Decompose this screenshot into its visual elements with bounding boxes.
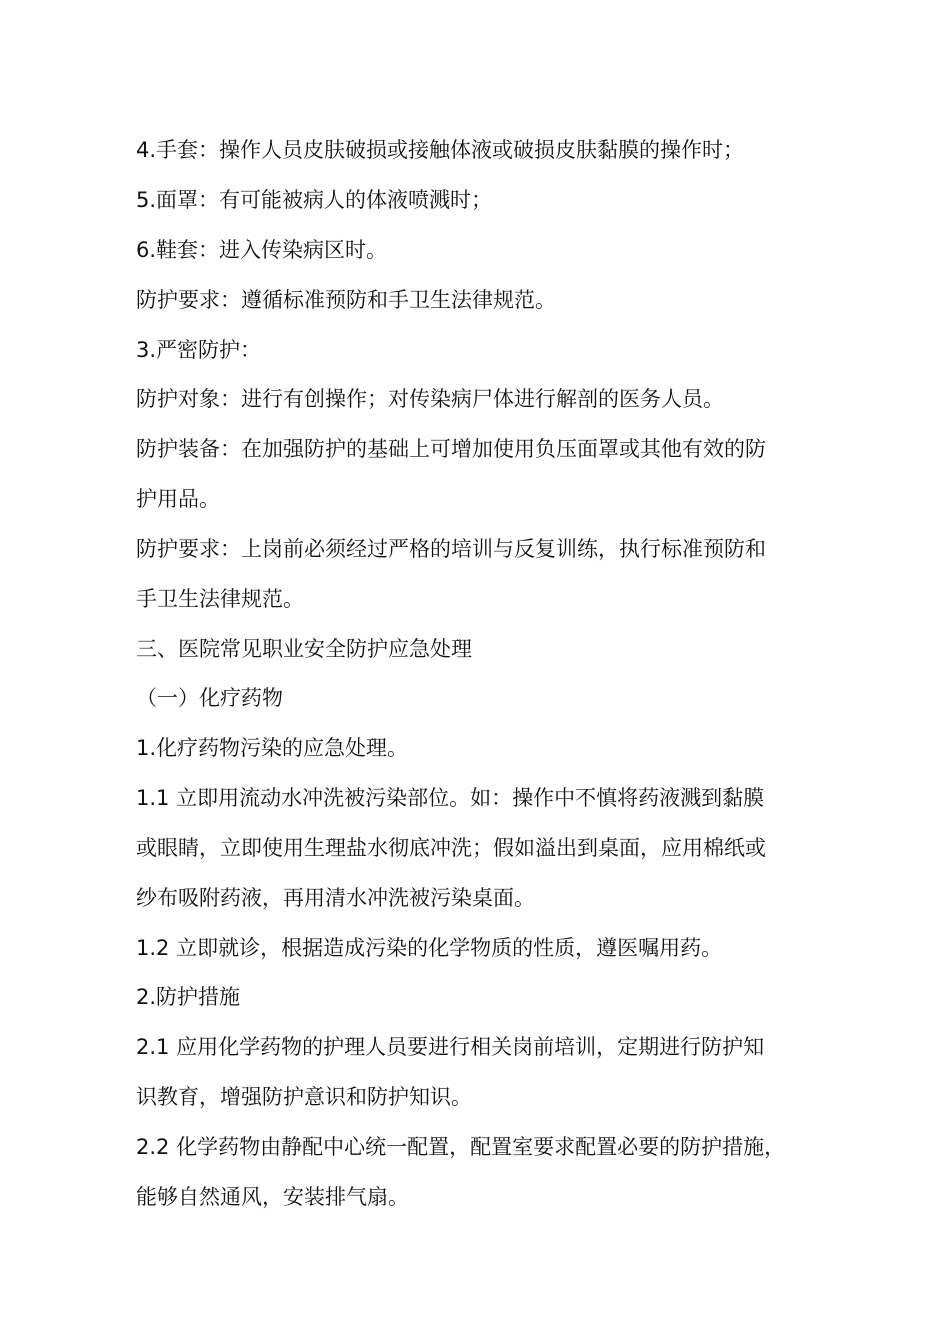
text-line: 1.1 立即用流动水冲洗被污染部位。如：操作中不慎将药液溅到黏膜: [136, 786, 765, 810]
text-line: 防护要求：上岗前必须经过严格的培训与反复训练，执行标准预防和: [136, 537, 766, 561]
text-line: 手卫生法律规范。: [136, 587, 304, 611]
text-line: 6.鞋套：进入传染病区时。: [136, 238, 388, 262]
text-line: 或眼睛，立即使用生理盐水彻底冲洗；假如溢出到桌面，应用棉纸或: [136, 836, 766, 860]
text-line: 防护要求：遵循标准预防和手卫生法律规范。: [136, 288, 556, 312]
text-line: 2.防护措施: [136, 985, 241, 1009]
text-line: 1.2 立即就诊，根据造成污染的化学物质的性质，遵医嘱用药。: [136, 936, 723, 960]
text-line: 5.面罩：有可能被病人的体液喷溅时；: [136, 188, 493, 212]
text-line: 4.手套：操作人员皮肤破损或接触体液或破损皮肤黏膜的操作时；: [136, 138, 745, 162]
text-line: 纱布吸附药液，再用清水冲洗被污染桌面。: [136, 886, 535, 910]
text-line: 1.化疗药物污染的应急处理。: [136, 736, 409, 760]
text-line: 3.严密防护：: [136, 338, 262, 362]
section-heading: 三、医院常见职业安全防护应急处理: [136, 637, 472, 661]
text-line: 识教育，增强防护意识和防护知识。: [136, 1085, 472, 1109]
subsection-heading: （一）化疗药物: [136, 686, 283, 710]
text-line: 能够自然通风，安装排气扇。: [136, 1185, 409, 1209]
text-line: 2.1 应用化学药物的护理人员要进行相关岗前培训，定期进行防护知: [136, 1035, 765, 1059]
text-line: 2.2 化学药物由静配中心统一配置，配置室要求配置必要的防护措施，: [136, 1135, 786, 1159]
text-line: 护用品。: [136, 487, 220, 511]
text-line: 防护装备：在加强防护的基础上可增加使用负压面罩或其他有效的防: [136, 437, 766, 461]
text-line: 防护对象：进行有创操作；对传染病尸体进行解剖的医务人员。: [136, 387, 724, 411]
